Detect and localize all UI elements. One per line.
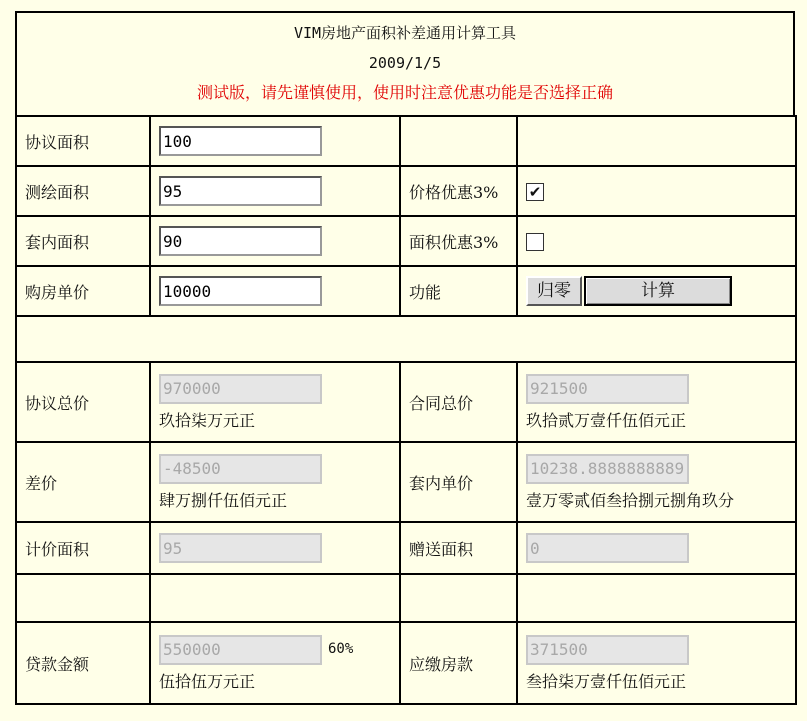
row-agreed-area: [16, 116, 796, 166]
loan-label: 贷款金额: [16, 622, 150, 704]
difference-label: 差价: [16, 442, 150, 522]
unit-price-label: 购房单价: [16, 266, 150, 316]
inner-unit-price-output[interactable]: [526, 454, 689, 484]
payable-caps: 叁拾柒万壹仟伍佰元正: [526, 671, 687, 691]
agreed-area-label: 协议面积: [16, 116, 150, 166]
inner-area-input[interactable]: [159, 226, 322, 256]
loan-percent: 60%: [328, 640, 354, 657]
version-date: 2009/1/5: [368, 54, 442, 72]
calculate-button[interactable]: 计算: [584, 276, 732, 306]
agreed-area-input[interactable]: [159, 126, 322, 156]
row-loan: [16, 622, 796, 704]
price-discount-checkbox[interactable]: ✔: [526, 183, 544, 201]
spacer-row-2: [16, 574, 796, 622]
area-discount-checkbox[interactable]: [526, 233, 544, 251]
surveyed-area-label: 测绘面积: [16, 166, 150, 216]
billing-area-output[interactable]: [159, 533, 322, 563]
row-totals: [16, 362, 796, 442]
gift-area-output[interactable]: [526, 533, 689, 563]
difference-caps: 肆万捌仟伍佰元正: [159, 490, 288, 510]
unit-price-input[interactable]: [159, 276, 322, 306]
agreed-total-label: 协议总价: [16, 362, 150, 442]
app-title: VIM房地产面积补差通用计算工具: [293, 24, 517, 42]
inner-unit-price-label: 套内单价: [400, 442, 517, 522]
function-label: 功能: [400, 266, 517, 316]
reset-button[interactable]: 归零: [526, 276, 582, 306]
contract-total-caps: 玖拾贰万壹仟伍佰元正: [526, 410, 687, 430]
price-discount-label: 价格优惠3%: [400, 166, 517, 216]
area-discount-label: 面积优惠3%: [400, 216, 517, 266]
row-difference: [16, 442, 796, 522]
inner-unit-price-caps: 壹万零贰佰叁拾捌元捌角玖分: [526, 490, 735, 510]
inner-area-label: 套内面积: [16, 216, 150, 266]
row-unit-price: [16, 266, 796, 316]
spacer-row: [16, 316, 796, 362]
agreed-total-caps: 玖拾柒万元正: [159, 410, 256, 430]
calculator-panel: [15, 11, 795, 705]
difference-output[interactable]: [159, 454, 322, 484]
agreed-total-output[interactable]: [159, 374, 322, 404]
payable-output[interactable]: [526, 635, 689, 665]
payable-label: 应缴房款: [400, 622, 517, 704]
row-inner-area: [16, 216, 796, 266]
billing-area-label: 计价面积: [16, 522, 150, 574]
loan-output[interactable]: [159, 635, 322, 665]
contract-total-label: 合同总价: [400, 362, 517, 442]
header: [15, 11, 795, 115]
loan-caps: 伍拾伍万元正: [159, 671, 256, 691]
calculator-table: [15, 115, 797, 705]
row-surveyed-area: [16, 166, 796, 216]
surveyed-area-input[interactable]: [159, 176, 322, 206]
contract-total-output[interactable]: [526, 374, 689, 404]
row-billing-area: [16, 522, 796, 574]
gift-area-label: 赠送面积: [400, 522, 517, 574]
warning-text: 测试版，请先谨慎使用，使用时注意优惠功能是否选择正确: [196, 83, 613, 102]
